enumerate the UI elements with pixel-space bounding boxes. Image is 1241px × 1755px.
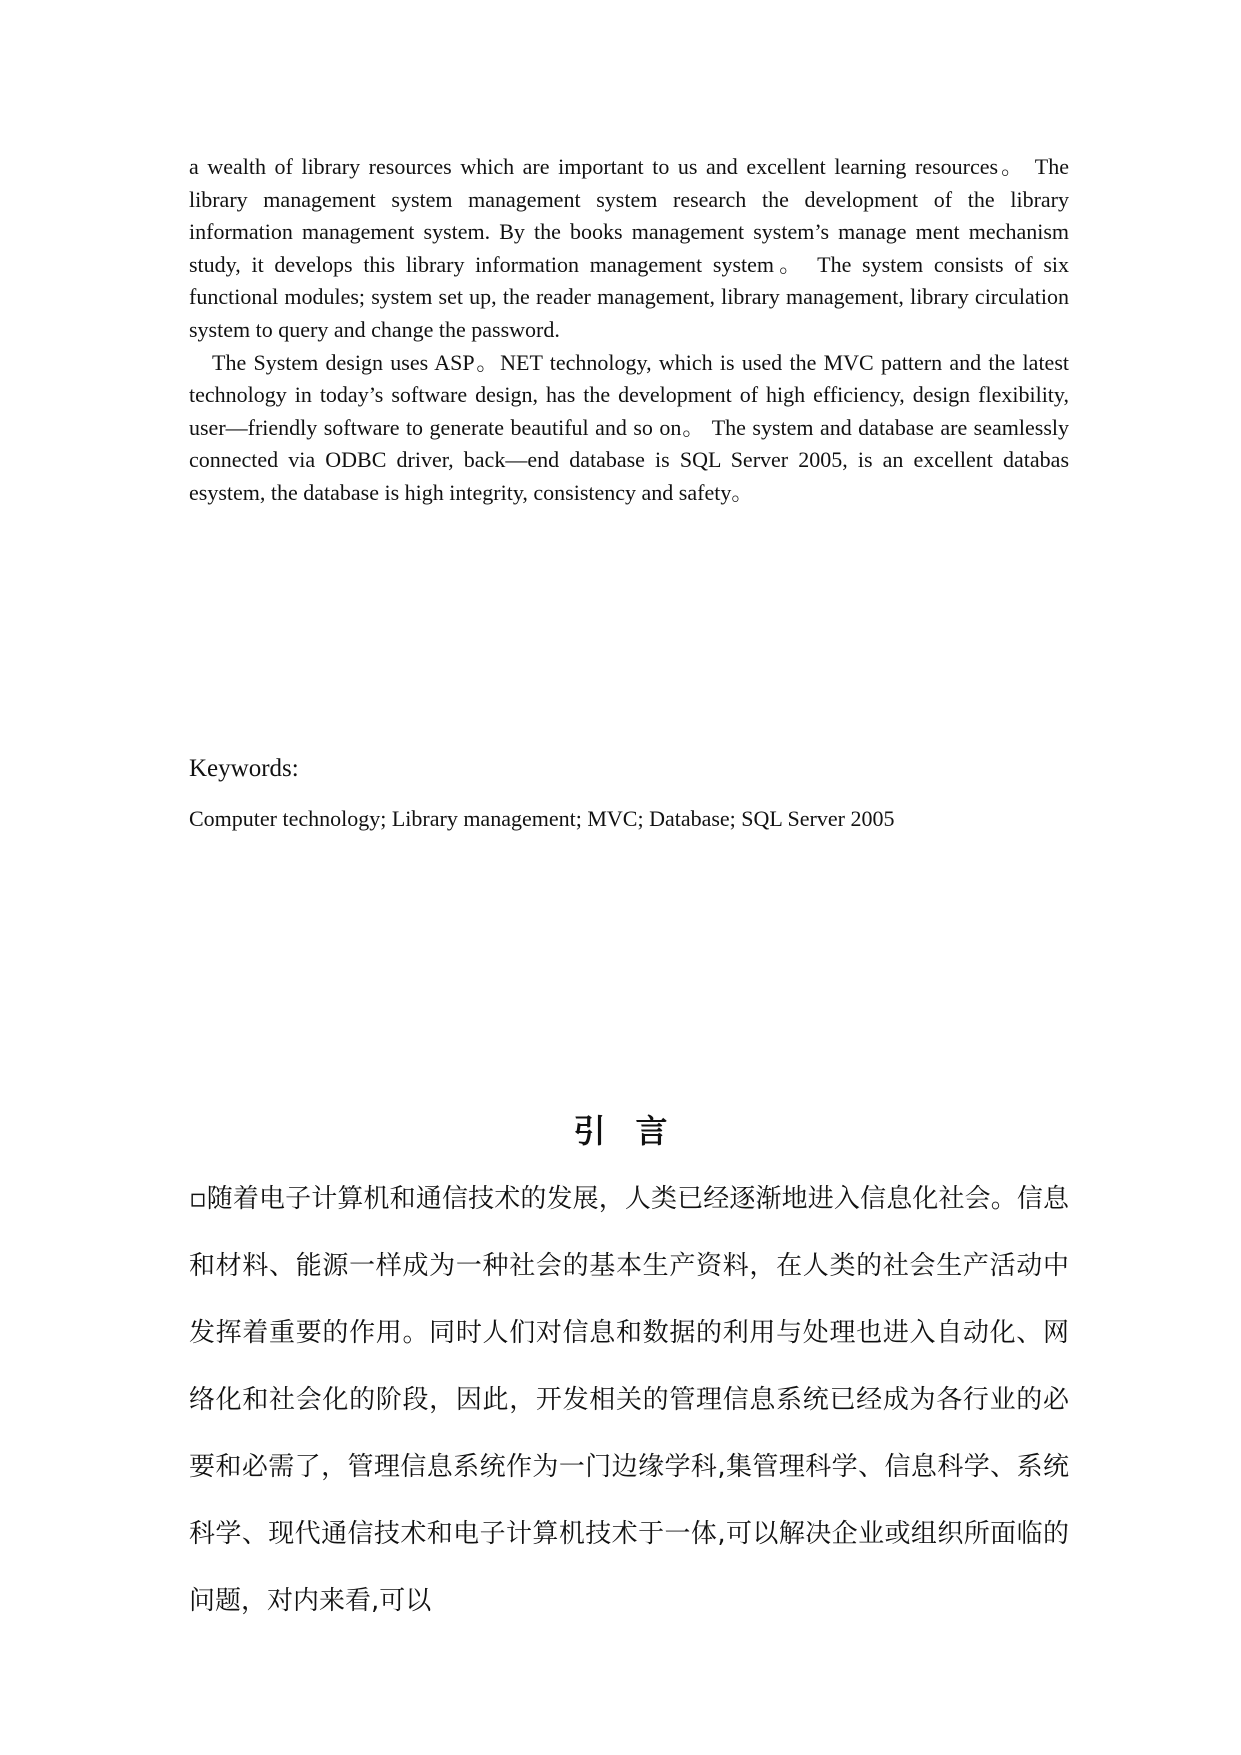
abstract-section [189,151,1069,510]
introduction-paragraph: ▫随着电子计算机和通信技术的发展，人类已经逐渐地进入信息化社会。信息和材料、能源一样成为一种社会的基本生产资料，在人类的社会生产活动中发挥着重要的作用。同时人们对信息和数据的利用与处理也进入自动化、网络化和社会化的阶段，因此，开发相关的管理信息系统已经成为各行业的必要和必需了，管理信息系统作为一门边缘学科,集管理科学、信息科学、系统科学、现代通信技术和电子计算机技术于一体,可以解决企业或组织所面临的问题，对内来看,可以 [189,1184,1069,1616]
abstract-paragraph-1: a wealth of library resources which are important to us and excellent learning resources。 The library management system management system research the development of the library information management system. By the books management system’s manage ment mechanism study, it develops this library information management system。 The system consists of six functional modules; system set up, the reader management, library management, library circulation system to query and change the password. [189,154,1069,342]
abstract-paragraph-2: The System design uses ASP。NET technology, which is used the MVC pattern and the latest technology in today’s software design, has the development of high efficiency, design flexibility, user—friendly software to generate beautiful and so on。 The system and database are seamlessly connected via ODBC driver, back—end database is SQL Server 2005, is an excellent databas esystem, the database is high integrity, consistency and safety。 [189,349,1069,505]
keywords-text: Computer technology; Library management; MVC; Database; SQL Server 2005 [189,806,895,831]
section-title-introduction: 引言 [573,1112,698,1150]
keywords-heading: Keywords: [189,755,299,782]
